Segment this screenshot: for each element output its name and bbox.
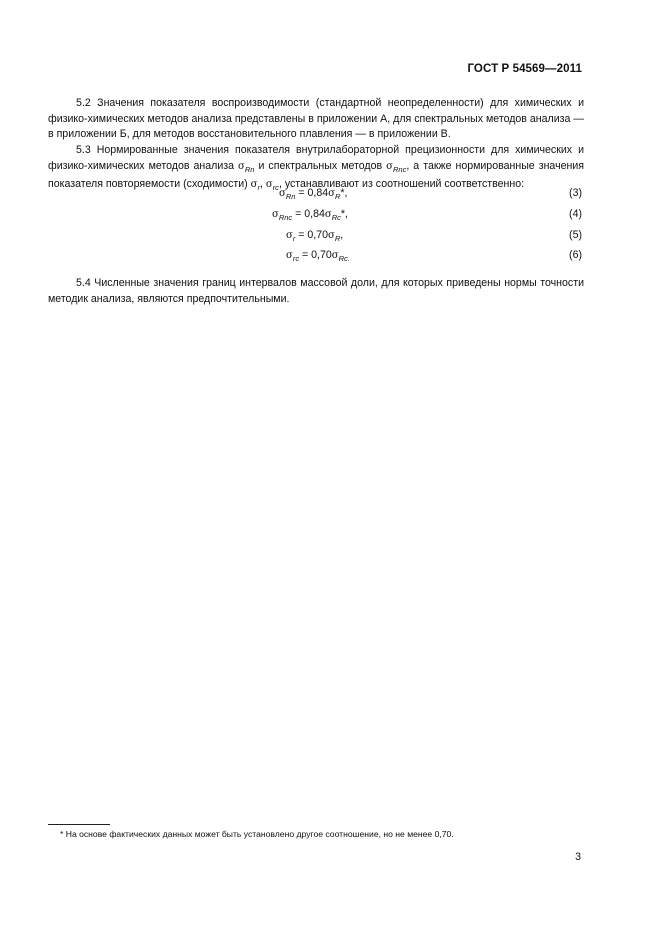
paragraph-5-4 bbox=[48, 276, 584, 307]
symbol-sigma-rc: $\sigma_{rc}$ bbox=[265, 179, 279, 192]
symbol-sigma-rn: $\sigma_{Rn}$ bbox=[238, 160, 255, 174]
paragraph-5-3-text-b: и спектральных методов bbox=[258, 159, 383, 172]
paragraph-5-2-text: 5.2 Значения показателя воспроизводимости (стандартной неопределенности) для химических и физико-химических методов анализа представлены в приложении А, для спектральных методов анализа — в приложении Б, для методов восстановительного плавления — в приложении В. bbox=[48, 97, 584, 140]
paragraph-5-4-text: 5.4 Численные значения границ интервалов массовой доли, для которых приведены нормы точности методик анализа, являются предпочтительными. bbox=[48, 277, 584, 305]
paragraph-5-2 bbox=[48, 96, 584, 143]
equation-number-6: (6) bbox=[569, 249, 582, 261]
paragraph-5-3-text-c: , а также нормированные значения показателя повторяемости (сходимости) bbox=[48, 159, 585, 190]
footnote-divider bbox=[48, 824, 110, 825]
formula-6: $\sigma_{rc} = 0,70\sigma_{Rc.}$ bbox=[286, 249, 350, 263]
paragraph-5-3-text-a: 5.3 Нормированные значения показателя внутрилабораторной прецизионности для химических и физико-химических методов анализа bbox=[48, 144, 584, 172]
equation-number-3: (3) bbox=[569, 187, 582, 199]
formula-5: $\sigma_r = 0,70\sigma_R$, bbox=[286, 229, 344, 243]
document-designation: ГОСТ Р 54569—2011 bbox=[467, 63, 582, 75]
equation-number-4: (4) bbox=[569, 208, 582, 220]
footnote: * На основе фактических данных может быть установлено другое соотношение, но не менее 0,70. bbox=[60, 829, 454, 839]
symbol-sigma-rnc: $\sigma_{Rnc}$ bbox=[386, 160, 407, 174]
paragraph-5-3: 5.3 Нормированные значения показателя внутрилабораторной прецизионности для химических и физико-химических методов анализа $\sigma_{Rn}$ и спектральных методов $\sigma_{Rnc}$, а также нормированные значения показателя повторяемости (сходимости) $\sigma_r$, $\sigma_{rc}$, устанавливают из соотношений соответственно: bbox=[48, 144, 585, 192]
paragraph-5-3-text-d: устанавливают из соотношений соответственно: bbox=[284, 178, 525, 190]
equation-number-5: (5) bbox=[569, 229, 582, 241]
page-number: 3 bbox=[575, 851, 581, 863]
formula-3: $\sigma_{Rn} = 0,84\sigma_R*$, bbox=[279, 187, 348, 201]
symbol-sigma-r: $\sigma_r$ bbox=[250, 179, 260, 192]
formula-4: $\sigma_{Rnc} = 0,84\sigma_{Rc}*$, bbox=[272, 208, 348, 222]
